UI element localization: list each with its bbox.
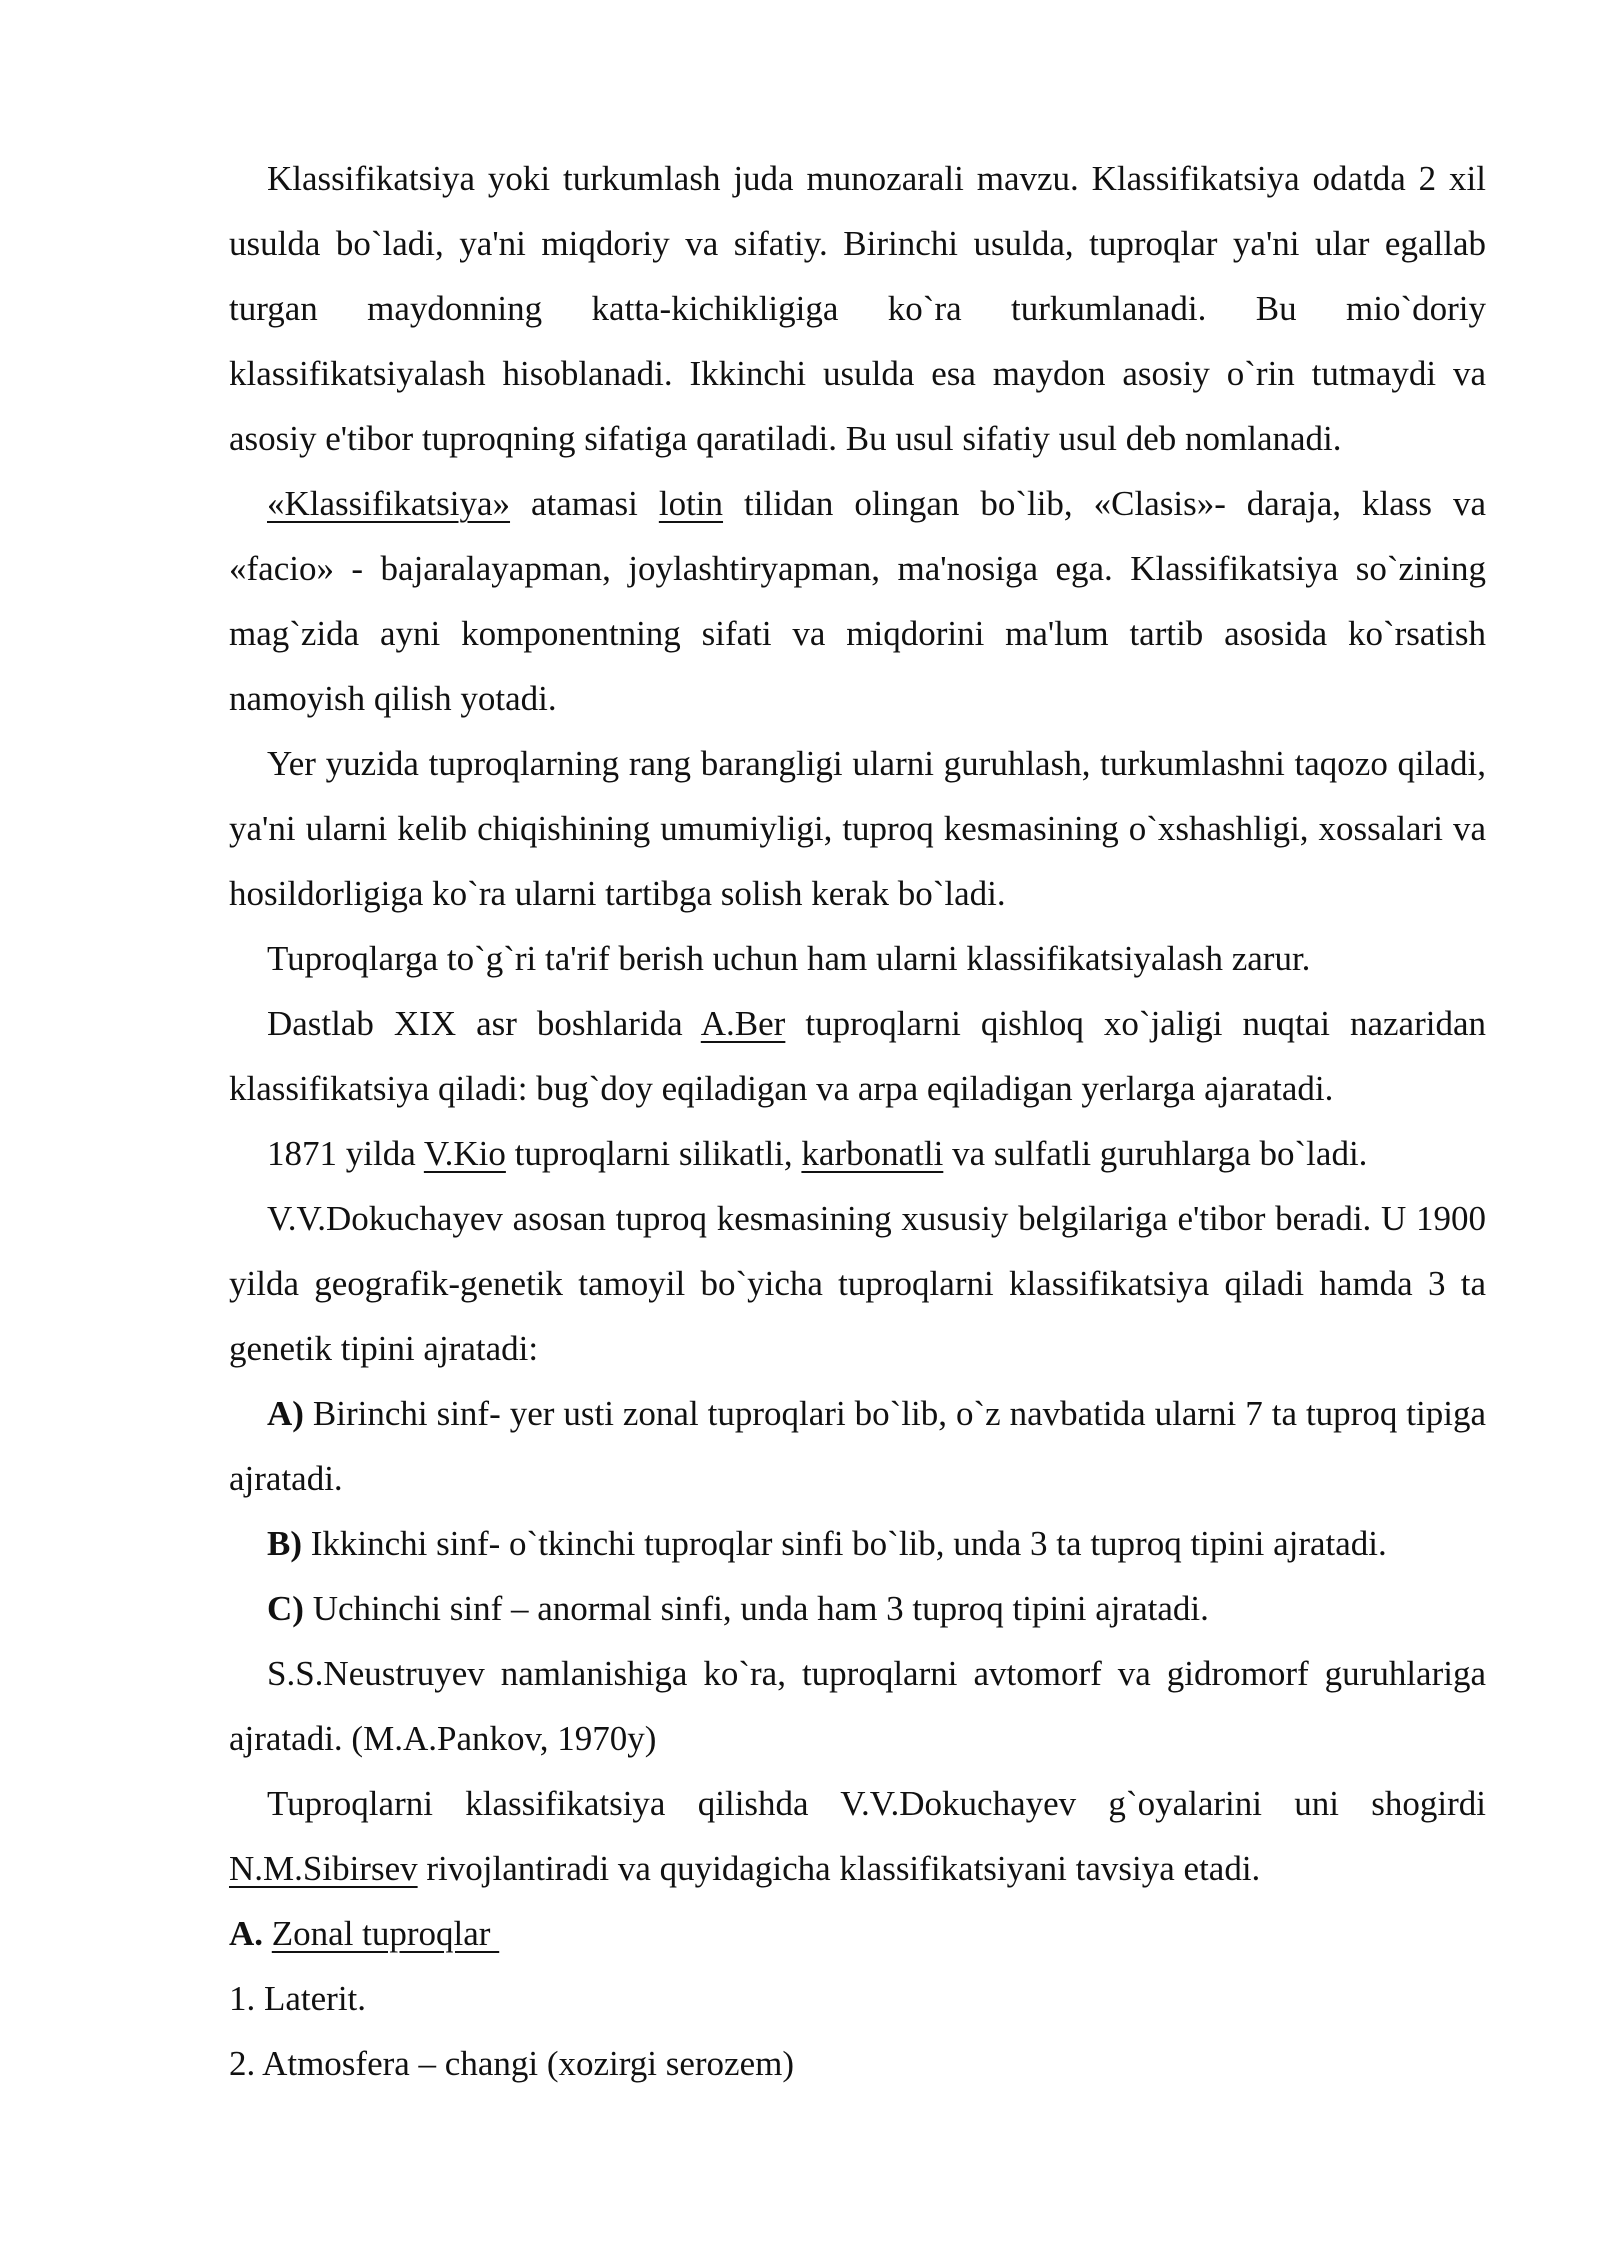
text-span: Dastlab XIX asr boshlarida <box>267 1004 701 1043</box>
link-lotin[interactable]: lotin <box>658 484 724 523</box>
document-page <box>229 146 1486 2096</box>
text-span: va sulfatli guruhlarga bo`ladi. <box>943 1134 1368 1173</box>
text-span: Birinchi sinf- yer usti zonal tuproqlari bo`lib, o`z navbatida ularni 7 ta tuproq tipiga ajratadi. <box>229 1394 1486 1498</box>
list-item: 1. Laterit. <box>229 1979 367 2018</box>
link-zonal-tuproqlar[interactable]: Zonal tuproqlar <box>271 1914 500 1953</box>
text-span: tuproqlarni qishloq xo`jaligi nuqtai nazaridan klassifikatsiya qiladi: bug`doy eqiladigan va arpa eqiladigan yerlarga ajaratadi. <box>229 1004 1486 1108</box>
text-span: atamasi <box>510 484 659 523</box>
text-span: Uchinchi sinf – anormal sinfi, unda ham 3 tuproq tipini ajratadi. <box>303 1589 1209 1628</box>
link-v-kio[interactable]: V.Kio <box>423 1134 506 1173</box>
item-label-b: B) <box>267 1524 302 1563</box>
link-n-m-sibirsev[interactable]: N.M.Sibirsev <box>229 1849 418 1888</box>
paragraph-dokuchayev: V.V.Dokuchayev asosan tuproq kesmasining xususiy belgilariga e'tibor beradi. U 1900 yilda geografik-genetik tamoyil bo`yicha tuproqlarni klassifikatsiya qiladi hamda 3 ta genetik tipini ajratadi: <box>229 1199 1486 1368</box>
paragraph-class-a <box>229 1381 1486 1511</box>
text-span: rivojlantiradi va quyidagicha klassifikatsiyani tavsiya etadi. <box>417 1849 1261 1888</box>
text-span: 1871 yilda <box>267 1134 424 1173</box>
link-klassifikatsiya[interactable]: «Klassifikatsiya» <box>267 484 511 523</box>
paragraph-classification-intro: Klassifikatsiya yoki turkumlash juda munozarali mavzu. Klassifikatsiya odatda 2 xil usulda bo`ladi, ya'ni miqdoriy va sifatiy. Birinchi usulda, tuproqlar ya'ni ular egallab turgan maydonning katta-kichikligiga ko`ra turkumlanadi. Bu mio`doriy klassifikatsiyalash hisoblanadi. Ikkinchi usulda esa maydon asosiy o`rin tutmaydi va asosiy e'tibor tuproqning sifatiga qaratiladi. Bu usul sifatiy usul deb nomlanadi. <box>229 159 1486 458</box>
list-item: 2. Atmosfera – changi (xozirgi serozem) <box>229 2044 795 2083</box>
section-heading-zonal <box>229 1901 1486 1966</box>
item-label-a: A) <box>267 1394 304 1433</box>
paragraph-class-b <box>229 1511 1486 1576</box>
heading-label: A. <box>229 1914 264 1953</box>
text-span: tuproqlarni silikatli, <box>505 1134 802 1173</box>
paragraph-sibirsev <box>229 1771 1486 1901</box>
paragraph-class-c <box>229 1576 1486 1641</box>
paragraph-kio <box>229 1121 1486 1186</box>
link-a-ber[interactable]: A.Ber <box>700 1004 786 1043</box>
text-span: tilidan olingan bo`lib, «Clasis»- daraja, klass va «facio» - bajaralayapman, joylashtiryapman, ma'nosiga ega. Klassifikatsiya so`zining mag`zida ayni komponentning sifati va miqdorini ma'lum tartib asosida ko`rsatish namoyish qilish yotadi. <box>229 484 1486 718</box>
text-span: Ikkinchi sinf- o`tkinchi tuproqlar sinfi bo`lib, unda 3 ta tuproq tipini ajratadi. <box>302 1524 1387 1563</box>
paragraph-term-origin <box>229 471 1486 731</box>
paragraph-neustruyev: S.S.Neustruyev namlanishiga ko`ra, tuproqlarni avtomorf va gidromorf guruhlariga ajratadi. (M.A.Pankov, 1970y) <box>229 1654 1486 1758</box>
paragraph-diversity: Yer yuzida tuproqlarning rang barangligi ularni guruhlash, turkumlashni taqozo qiladi, ya'ni ularni kelib chiqishining umumiyligi, tuproq kesmasining o`xshashligi, xossalari va hosildorligiga ko`ra ularni tartibga solish kerak bo`ladi. <box>229 744 1486 913</box>
item-label-c: C) <box>267 1589 304 1628</box>
paragraph-definition: Tuproqlarga to`g`ri ta'rif berish uchun ham ularni klassifikatsiyalash zarur. <box>267 939 1311 978</box>
paragraph-aber <box>229 991 1486 1121</box>
text-span: Tuproqlarni klassifikatsiya qilishda V.V.Dokuchayev g`oyalarini uni shogirdi <box>267 1784 1486 1823</box>
link-karbonatli[interactable]: karbonatli <box>801 1134 944 1173</box>
